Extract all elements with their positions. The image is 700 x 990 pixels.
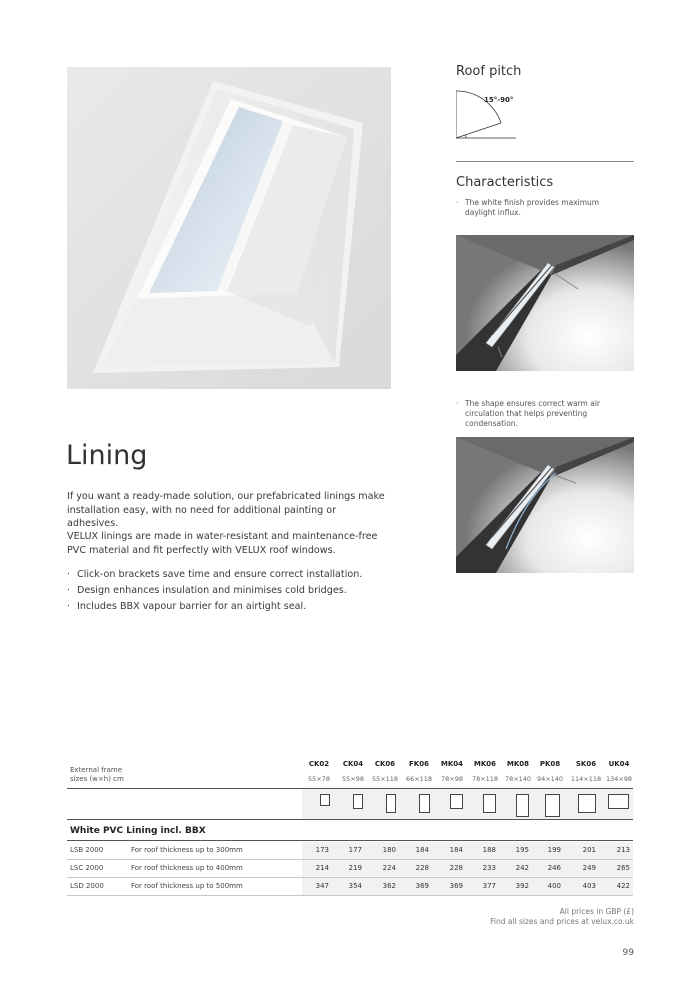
price-cell: 422	[616, 882, 630, 890]
price-cell: 224	[382, 864, 396, 872]
price-cell: 219	[348, 864, 362, 872]
table-rule	[67, 840, 633, 841]
window-size-icon	[386, 794, 396, 813]
product-description: For roof thickness up to 500mm	[131, 882, 243, 890]
price-cell: 177	[348, 846, 362, 854]
product-code: LSB 2000	[70, 846, 104, 854]
external-frame-label-line2: sizes (w×h) cm	[70, 775, 124, 783]
website-note: Find all sizes and prices at velux.co.uk	[490, 917, 634, 926]
roof-pitch-title: Roof pitch	[456, 64, 522, 79]
characteristic-text: The shape ensures correct warm air circulation that helps preventing condensation.	[465, 399, 600, 428]
feature-text: Design enhances insulation and minimises cold bridges.	[77, 585, 347, 596]
price-cell: 392	[515, 882, 529, 890]
characteristic-item	[456, 399, 634, 431]
size-dims: 55×118	[371, 775, 399, 783]
bullet-dot: ·	[67, 601, 71, 612]
price-cell: 199	[547, 846, 561, 854]
divider	[456, 161, 634, 162]
intro-paragraph: If you want a ready-made solution, our prefabricated linings make installation easy, with no need for additional painting or adhesives.	[67, 491, 385, 529]
price-cell: 173	[315, 846, 329, 854]
price-cell: 246	[547, 864, 561, 872]
window-size-icon	[483, 794, 496, 813]
window-size-icon	[608, 794, 629, 809]
window-size-icon	[450, 794, 463, 809]
price-cell: 362	[382, 882, 396, 890]
window-size-icon	[545, 794, 560, 817]
price-cell: 180	[382, 846, 396, 854]
size-dims: 114×118	[570, 775, 602, 783]
price-cell: 184	[415, 846, 429, 854]
price-cell: 369	[415, 882, 429, 890]
roof-pitch-range: 15°-90°	[484, 96, 514, 104]
product-code: LSD 2000	[70, 882, 104, 890]
price-cell: 265	[616, 864, 630, 872]
product-description: For roof thickness up to 400mm	[131, 864, 243, 872]
size-code: CK06	[374, 760, 396, 768]
price-cell: 233	[482, 864, 496, 872]
window-size-icon	[419, 794, 430, 813]
table-rule	[67, 819, 633, 820]
bullet-dot: ·	[67, 585, 71, 596]
price-cell: 242	[515, 864, 529, 872]
price-cell: 403	[582, 882, 596, 890]
size-dims: 55×98	[342, 775, 364, 783]
size-code: FK06	[409, 760, 429, 768]
product-title: White PVC Lining incl. BBX	[70, 826, 206, 836]
size-code: PK08	[539, 760, 561, 768]
price-cell: 184	[449, 846, 463, 854]
price-cell: 188	[482, 846, 496, 854]
price-cell: 249	[582, 864, 596, 872]
size-code: CK04	[342, 760, 364, 768]
feature-text: Click-on brackets save time and ensure correct installation.	[77, 569, 363, 580]
window-size-icon	[516, 794, 529, 817]
external-frame-label	[70, 766, 124, 784]
price-cell: 228	[449, 864, 463, 872]
size-code: MK04	[440, 760, 464, 768]
product-code: LSC 2000	[70, 864, 104, 872]
price-cell: 213	[616, 846, 630, 854]
price-cell: 347	[315, 882, 329, 890]
feature-item	[67, 568, 387, 582]
row-divider	[67, 895, 633, 896]
price-currency-note: All prices in GBP (£)	[559, 907, 634, 916]
size-dims: 78×118	[471, 775, 499, 783]
page-number: 99	[622, 948, 634, 958]
product-description: For roof thickness up to 300mm	[131, 846, 243, 854]
size-dims: 78×98	[441, 775, 463, 783]
size-code: UK04	[608, 760, 630, 768]
feature-item	[67, 584, 387, 598]
external-frame-label-line1: External frame	[70, 766, 123, 774]
price-cell: 201	[582, 846, 596, 854]
warm-air-diagram-2	[456, 437, 634, 573]
size-dims: 94×140	[536, 775, 564, 783]
page-title: Lining	[66, 440, 148, 471]
characteristic-text: The white finish provides maximum daylight influx.	[465, 198, 600, 217]
size-code: MK06	[473, 760, 497, 768]
bullet-dot: ·	[456, 399, 459, 408]
feature-text: Includes BBX vapour barrier for an airtight seal.	[77, 601, 307, 612]
window-size-icon	[353, 794, 363, 809]
window-size-icon	[578, 794, 596, 813]
window-size-icons	[302, 789, 633, 819]
price-cell: 228	[415, 864, 429, 872]
roof-pitch-diagram	[456, 88, 546, 143]
hero-photo	[67, 67, 391, 389]
size-dims: 55×78	[308, 775, 330, 783]
price-cell: 400	[547, 882, 561, 890]
characteristic-item	[456, 198, 634, 222]
feature-item	[67, 600, 387, 614]
price-cell: 214	[315, 864, 329, 872]
warm-air-diagram-1	[456, 235, 634, 371]
size-code: MK08	[506, 760, 530, 768]
size-code: CK02	[308, 760, 330, 768]
characteristics-title: Characteristics	[456, 175, 554, 190]
material-paragraph: VELUX linings are made in water-resistant and maintenance-free PVC material and fit perfectly with VELUX roof windows.	[67, 531, 378, 556]
size-dims: 78×140	[504, 775, 532, 783]
price-cell: 354	[348, 882, 362, 890]
bullet-dot: ·	[67, 569, 71, 580]
size-code: SK06	[575, 760, 597, 768]
size-dims: 66×118	[405, 775, 433, 783]
window-size-icon	[320, 794, 330, 806]
price-cell: 369	[449, 882, 463, 890]
bullet-dot: ·	[456, 198, 459, 207]
price-cell: 195	[515, 846, 529, 854]
price-cell: 377	[482, 882, 496, 890]
size-dims: 134×98	[605, 775, 633, 783]
